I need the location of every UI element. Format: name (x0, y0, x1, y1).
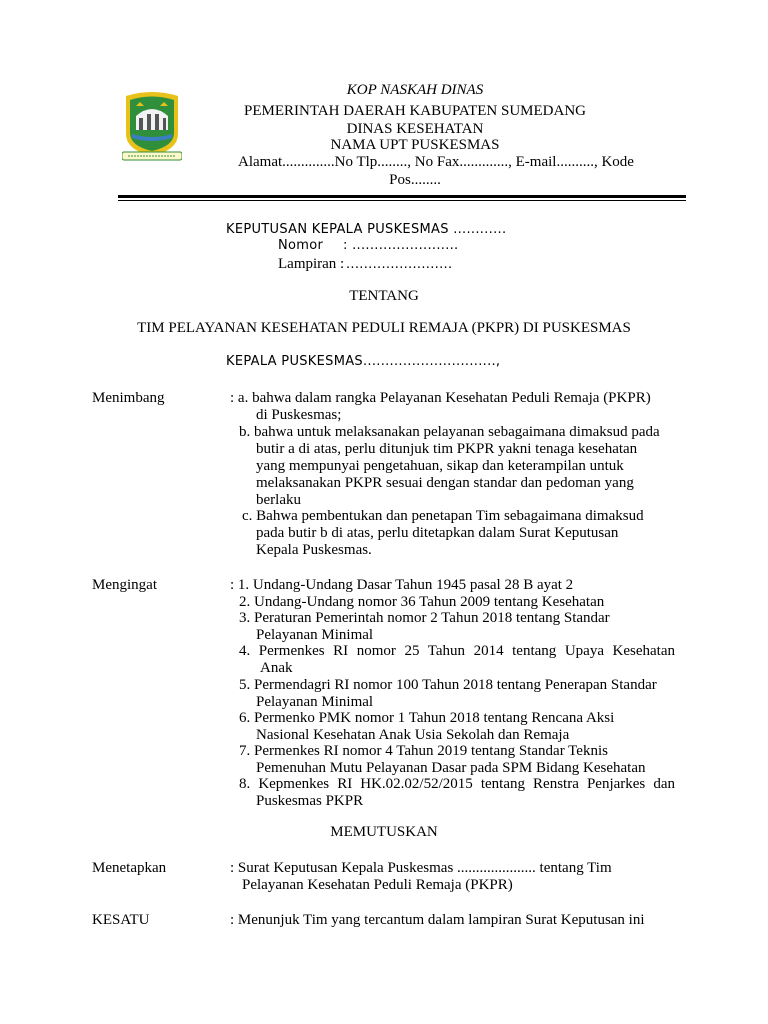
kepala-heading: KEPALA PUSKESMAS.............................., (226, 354, 501, 369)
mengingat-line: Nasional Kesehatan Anak Usia Sekolah dan Remaja (256, 727, 570, 743)
menimbang-label: Menimbang (92, 390, 165, 406)
lampiran-label: Lampiran : (278, 256, 345, 272)
menimbang-line: Kepala Puskesmas. (256, 542, 372, 558)
menimbang-line: c. Bahwa pembentukan dan penetapan Tim sebagaimana dimaksud (242, 508, 644, 524)
nomor-value: : ........................ (343, 238, 459, 253)
kesatu-line: : Menunjuk Tim yang tercantum dalam lampiran Surat Keputusan ini (230, 912, 645, 928)
menimbang-line: yang mempunyai pengetahuan, sikap dan keterampilan untuk (256, 458, 624, 474)
mengingat-line: 4. Permenkes RI nomor 25 Tahun 2014 tentang Upaya Kesehatan (239, 643, 675, 659)
menetapkan-line: : Surat Keputusan Kepala Puskesmas ..................... tentang Tim (230, 860, 612, 876)
mengingat-line: 8. Kepmenkes RI HK.02.02/52/2015 tentang Renstra Penjarkes dan (239, 776, 675, 792)
menimbang-line: pada butir b di atas, perlu ditetapkan dalam Surat Keputusan (256, 525, 619, 541)
sumedang-emblem-icon (122, 90, 182, 162)
mengingat-line: Pemenuhan Mutu Pelayanan Dasar pada SPM Bidang Kesehatan (256, 760, 646, 776)
mengingat-label: Mengingat (92, 577, 157, 593)
kesatu-label: KESATU (92, 912, 150, 928)
letterhead-divider-thin (118, 200, 686, 201)
letterhead-unit: NAMA UPT PUSKESMAS (330, 137, 500, 153)
letterhead-address-cont: Pos........ (389, 172, 441, 188)
mengingat-line: : 1. Undang-Undang Dasar Tahun 1945 pasal 28 B ayat 2 (230, 577, 574, 593)
menimbang-line: berlaku (256, 492, 301, 508)
mengingat-line: Anak (260, 660, 293, 676)
letterhead-title: KOP NASKAH DINAS (346, 82, 484, 98)
menimbang-line: melaksanakan PKPR sesuai dengan standar dan pedoman yang (256, 475, 634, 491)
nomor-label: Nomor (278, 238, 324, 253)
mengingat-line: Puskesmas PKPR (256, 793, 364, 809)
decree-heading: KEPUTUSAN KEPALA PUSKESMAS ............ (226, 222, 507, 237)
mengingat-line: 2. Undang-Undang nomor 36 Tahun 2009 tentang Kesehatan (239, 594, 605, 610)
lampiran-value: ........................ (346, 257, 453, 272)
letterhead-address: Alamat..............No Tlp........, No Fax............., E-mail.........., Kode (238, 154, 634, 170)
tentang-heading: TENTANG (349, 288, 419, 304)
letterhead-divider-thick (118, 195, 686, 198)
menetapkan-label: Menetapkan (92, 860, 167, 876)
mengingat-line: Pelayanan Minimal (256, 627, 374, 643)
menimbang-line: butir a di atas, perlu ditunjuk tim PKPR yakni tenaga kesehatan (256, 441, 638, 457)
memutuskan-heading: MEMUTUSKAN (330, 824, 438, 840)
menetapkan-line: Pelayanan Kesehatan Peduli Remaja (PKPR) (242, 877, 513, 893)
menimbang-line: b. bahwa untuk melaksanakan pelayanan sebagaimana dimaksud pada (239, 424, 660, 440)
letterhead-government: PEMERINTAH DAERAH KABUPATEN SUMEDANG (243, 103, 586, 119)
mengingat-line: 5. Permendagri RI nomor 100 Tahun 2018 tentang Penerapan Standar (239, 677, 657, 693)
menimbang-line: : a. bahwa dalam rangka Pelayanan Kesehatan Peduli Remaja (PKPR) (230, 390, 651, 406)
mengingat-line: 6. Permenko PMK nomor 1 Tahun 2018 tentang Rencana Aksi (239, 710, 615, 726)
mengingat-line: 7. Permenkes RI nomor 4 Tahun 2019 tentang Standar Teknis (239, 743, 608, 759)
mengingat-line: 3. Peraturan Pemerintah nomor 2 Tahun 2018 tentang Standar (239, 610, 610, 626)
mengingat-line: Pelayanan Minimal (256, 694, 374, 710)
menimbang-line: di Puskesmas; (256, 407, 342, 423)
letterhead-agency: DINAS KESEHATAN (346, 121, 484, 137)
decree-subject: TIM PELAYANAN KESEHATAN PEDULI REMAJA (PKPR) DI PUSKESMAS (137, 320, 631, 336)
